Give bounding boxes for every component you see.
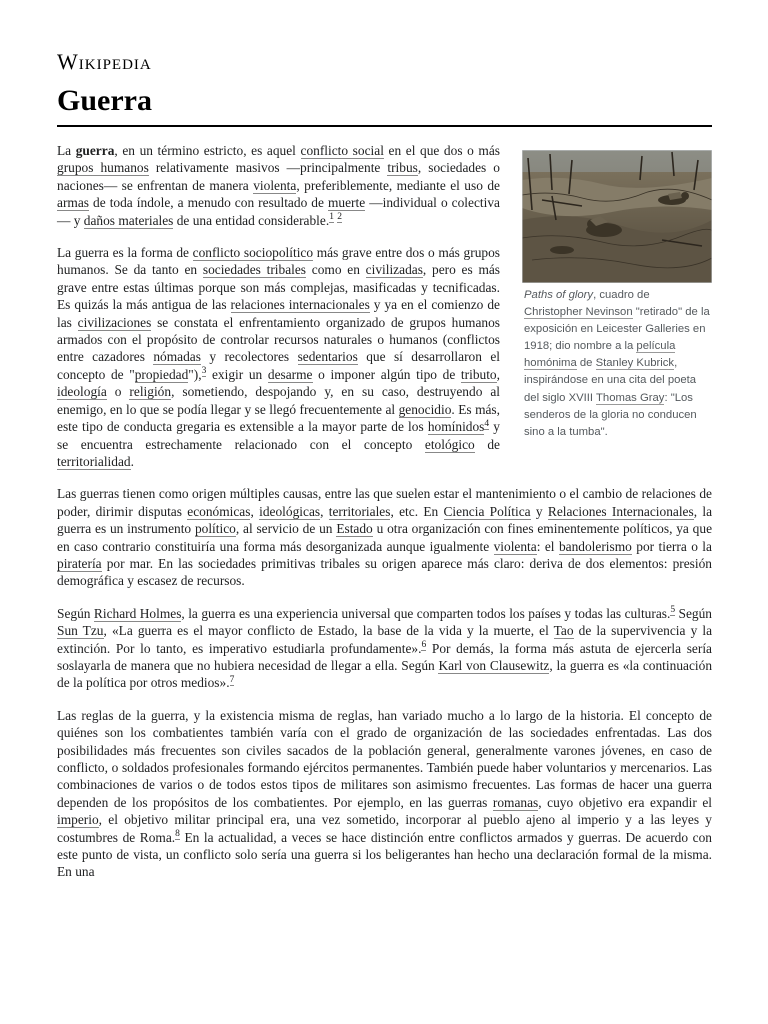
wiki-link[interactable]: imperio	[57, 812, 99, 828]
paragraph-text: : el	[536, 538, 559, 554]
article-paragraph	[57, 605, 712, 692]
caption-text: "retirado" de la exposición en Leicester Galleries en 1918; dio nombre a la	[524, 306, 710, 353]
page-title: Guerra	[57, 84, 152, 117]
wiki-link[interactable]: civilizadas	[365, 262, 423, 278]
wiki-link[interactable]: económicas	[187, 503, 251, 519]
wiki-link[interactable]: violenta	[493, 538, 537, 554]
caption-title: Paths of glory	[524, 289, 594, 301]
wikipedia-wordmark[interactable]: Wikipedia	[57, 49, 152, 74]
paragraph-text: —individual o colectiva— y	[57, 195, 500, 228]
paragraph-text: por mar. En las sociedades primitivas tribales su origen aparece más claro: deriva de dos elementos: presión demográfica y escasez de recursos.	[57, 555, 712, 589]
paragraph-text: , preferiblemente, mediante el uso de	[296, 177, 500, 193]
wiki-link[interactable]: conflicto social	[300, 143, 384, 158]
wiki-link[interactable]: político	[194, 521, 236, 537]
paragraph-text: , sociedades o naciones— se enfrentan de manera	[57, 160, 500, 193]
paragraph-text: u otra organización con fines eminentemente políticos, ya que en caso contrario constituiría una forma más desorganizada aunque igualmente	[57, 521, 713, 554]
reference-marker[interactable]	[230, 675, 235, 686]
paragraph-text: de	[474, 436, 500, 452]
caption-link[interactable]: película homónima	[524, 340, 676, 370]
wiki-link[interactable]: propiedad	[134, 366, 189, 382]
caption-link[interactable]: Stanley Kubrick	[595, 357, 675, 370]
caption-link[interactable]: Christopher Nevinson	[524, 306, 633, 319]
figure-thumbnail	[522, 150, 712, 441]
caption-text: , cuadro de	[593, 289, 650, 301]
wiki-link[interactable]: etológico	[424, 436, 475, 452]
wiki-link[interactable]: relaciones internacionales	[230, 297, 370, 313]
paragraph-text: La guerra es la forma de	[57, 245, 193, 261]
wiki-link[interactable]: conflicto sociopolítico	[192, 245, 314, 261]
wiki-link[interactable]: homínidos	[427, 419, 485, 435]
paragraph-text: , en un término estricto, es aquel	[114, 143, 301, 158]
paragraph-text: de una entidad considerable.	[173, 212, 330, 228]
wiki-link[interactable]: Sun Tzu	[57, 623, 104, 639]
article-paragraph	[57, 485, 712, 589]
paragraph-text: se constata el enfrentamiento organizado de grupos humanos armados con el propósito de controlar recursos naturales o humanos (conflictos entre cazadores	[57, 314, 500, 365]
reference-link[interactable]: 7	[229, 674, 235, 685]
caption-link[interactable]: Thomas Gray	[596, 391, 665, 404]
wiki-link[interactable]: Karl von Clausewitz	[438, 657, 550, 673]
paragraph-text: que sí desarrollaron el concepto de "	[57, 349, 500, 382]
paragraph-text: por tierra o la	[631, 538, 712, 554]
wiki-link[interactable]: Relaciones Internacionales	[547, 503, 694, 519]
paragraph-text: Las guerras tienen como origen múltiples causas, entre las que suelen estar el mantenimiento o el cambio de relaciones de poder, dirimir disputas	[57, 486, 712, 519]
paragraph-text: "),	[188, 366, 202, 382]
wiki-link[interactable]: ideológicas	[259, 503, 321, 519]
wiki-link[interactable]: Estado	[336, 521, 373, 537]
wiki-link[interactable]: daños materiales	[83, 212, 174, 228]
wiki-link[interactable]: territorialidad	[57, 453, 131, 469]
paragraph-text: en el que dos o más	[383, 143, 500, 158]
reference-link[interactable]: 5	[670, 605, 676, 616]
paragraph-text: La	[57, 143, 76, 158]
paragraph-text: , «La guerra es el mayor conflicto de Estado, la base de la vida y la muerte, el	[103, 623, 554, 639]
paragraph-text: , etc. En	[390, 503, 444, 519]
figure-caption	[522, 283, 712, 441]
title-divider	[57, 125, 712, 127]
wiki-link[interactable]: territoriales	[328, 503, 391, 519]
wiki-link[interactable]: ideología	[57, 384, 107, 400]
wiki-link[interactable]: tribus	[387, 160, 418, 176]
paragraph-text: , la guerra es una experiencia universal que comparten todos los países y todas las culturas.	[181, 605, 671, 621]
wiki-link[interactable]: grupos humanos	[57, 160, 149, 176]
wiki-link[interactable]: genocidio	[398, 401, 452, 417]
paragraph-text: . Es más, este tipo de conducta gregaria es extensible a la mayor parte de los	[57, 401, 500, 435]
wiki-link[interactable]: religión	[129, 384, 172, 400]
paragraph-text: Según	[57, 605, 94, 621]
caption-text: : "Los senderos de la gloria no conducen sino a la tumba".	[524, 391, 697, 438]
wiki-link[interactable]: tributo	[460, 366, 497, 382]
wiki-link[interactable]: nómadas	[153, 349, 201, 365]
wiki-link[interactable]: Richard Holmes	[93, 605, 182, 621]
wiki-link[interactable]: desarme	[267, 366, 313, 382]
paragraph-text: Según	[675, 605, 712, 621]
paragraph-text: o imponer algún tipo de	[312, 366, 461, 382]
paragraph-text: , la guerra es un instrumento	[57, 503, 713, 537]
paragraph-text: .	[130, 453, 134, 469]
wiki-link[interactable]: muerte	[327, 195, 366, 211]
paragraph-text: como en	[306, 262, 366, 278]
paragraph-text: Por demás, la forma más astuta de ejercerla sería soslayarla de manera que no hubiera necesidad de llegar a ella. Según	[57, 640, 712, 673]
article-paragraph	[57, 707, 712, 881]
paragraph-text: o	[106, 384, 130, 400]
paragraph-text: y se encuentra estrechamente relacionado con el concepto	[57, 419, 500, 452]
paragraph-text: de toda índole, a menudo con resultado de	[88, 195, 328, 211]
wiki-link[interactable]: Tao	[553, 623, 574, 639]
paragraph-text: , el objetivo militar principal era, una vez sometido, incorporar al pueblo ajeno al imperio y a las leyes y costumbres de Roma.	[57, 812, 712, 845]
wiki-link[interactable]: piratería	[57, 555, 102, 571]
paragraph-text: , sometiendo, despojando y, en su caso, destruyendo al enemigo, en lo que se podía llegar y se llegó frecuentemente al	[57, 384, 500, 417]
paragraph-text: más grave entre dos o más grupos humanos. Se da tanto en	[57, 245, 500, 278]
wiki-link[interactable]: sociedades tribales	[202, 262, 307, 278]
reference-link[interactable]: 4	[484, 418, 490, 429]
paragraph-text: , la guerra es «la continuación de la política por otros medios».	[57, 657, 713, 691]
wiki-link[interactable]: armas	[57, 195, 89, 211]
caption-text: de	[576, 357, 596, 370]
paragraph-text: y ya en el comienzo de las	[57, 297, 500, 330]
wiki-link[interactable]: Ciencia Política	[443, 503, 531, 519]
paragraph-text: , cuyo objetivo era expandir el	[538, 794, 713, 810]
paragraph-text: En la actualidad, a veces se hace distinción entre conflictos armados y guerras. De acuerdo con este punto de vista, un conflicto solo sería una guerra si los beligerantes han hecho una declaración formal de la misma. En una	[57, 829, 712, 880]
wiki-link[interactable]: romanas	[492, 794, 539, 810]
wiki-link[interactable]: sedentarios	[297, 349, 358, 365]
paragraph-text: , al servicio de un	[235, 521, 337, 537]
article-body	[57, 142, 712, 896]
paragraph-text: relativamente masivos —principalmente	[148, 160, 388, 176]
reference-link[interactable]: 3	[201, 366, 207, 377]
battlefield-painting-image[interactable]	[522, 150, 712, 283]
paragraph-text: y recolectores	[200, 349, 298, 365]
reference-link[interactable]: 8	[175, 829, 180, 840]
reference-link[interactable]: 1	[329, 212, 334, 223]
paragraph-text: y	[530, 503, 548, 519]
bold-term: guerra	[75, 143, 115, 158]
reference-link[interactable]: 2	[337, 212, 343, 223]
paragraph-text: ,	[250, 503, 260, 519]
paragraph-text: , pero es más grave entre estas últimas porque son más complejas, masificadas y tecnificadas. Es quizás la más antigua de las	[57, 262, 501, 313]
reference-marker[interactable]	[337, 212, 342, 223]
caption-text: , inspirándose en una cita del poeta del siglo XVIII	[524, 357, 697, 404]
paragraph-text: ,	[496, 366, 500, 382]
paragraph-text: exigir un	[206, 366, 268, 382]
reference-link[interactable]: 6	[421, 640, 427, 651]
paragraph-text: Las reglas de la guerra, y la existencia misma de reglas, han variado mucho a lo largo de la historia. El concepto de quiénes son los combatientes también varía con el grado de organización de las sociedades enfrentadas. Las dos posibilidades más frecuentes son civiles sacados de la población general, generalmente varones jóvenes, en caso de conflicto, o soldados profesionales formando ejércitos permanentes. También puede haber voluntarios y mercenarios. Las combinaciones de varios o de todos estos tipos de militares son asimismo frecuentes. Las formas de hacer una guerra dependen de los propósitos de los combatientes. Por ejemplo, en las guerras	[57, 707, 712, 810]
paragraph-text: ,	[320, 503, 329, 519]
wiki-link[interactable]: civilizaciones	[77, 314, 152, 330]
wiki-link[interactable]: violenta	[253, 177, 297, 193]
wiki-link[interactable]: bandolerismo	[558, 538, 632, 554]
paragraph-text: de la supervivencia y la extinción. Por lo tanto, es imperativo estudiarla profundamente».	[57, 623, 713, 656]
